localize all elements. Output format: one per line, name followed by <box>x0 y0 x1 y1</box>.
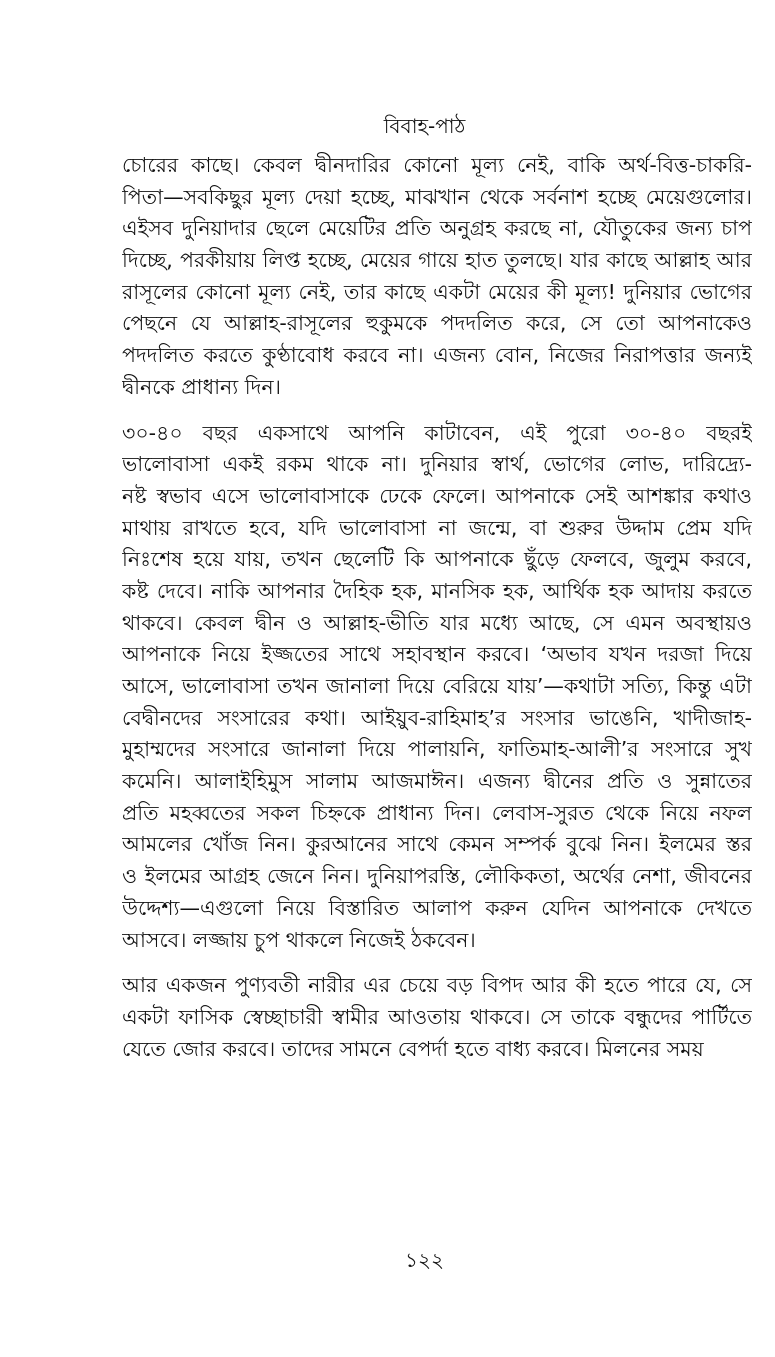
text-line: মাথায় রাখতে হবে, যদি ভালোবাসা না জন্মে, বা শুরুর উদ্দাম প্রেম যদি <box>122 515 752 540</box>
page-number: ১২২ <box>405 1248 444 1272</box>
text-line: নষ্ট স্বভাব এসে ভালোবাসাকে ঢেকে ফেলে। আপনাকে সেই আশঙ্কার কথাও <box>122 483 752 508</box>
running-header-title: বিবাহ-পাঠ <box>383 114 466 138</box>
text-line: ভালোবাসা একই রকম থাকে না। দুনিয়ার স্বার্থ, ভোগের লোভ, দারিদ্র্যে- <box>122 452 752 477</box>
paragraph <box>122 970 752 1065</box>
text-line: থাকবে। কেবল দ্বীন ও আল্লাহ-ভীতি যার মধ্যে আছে, সে এমন অবস্থায়ও <box>122 610 752 635</box>
text-line: পিতা—সবকিছুর মূল্য দেয়া হচ্ছে, মাঝখান থেকে সর্বনাশ হচ্ছে মেয়েগুলোর। <box>122 184 752 209</box>
text-line: কষ্ট দেবে। নাকি আপনার দৈহিক হক, মানসিক হক, আর্থিক হক আদায় করতে <box>122 578 752 603</box>
text-line: নিঃশেষ হয়ে যায়, তখন ছেলেটি কি আপনাকে ছুঁড়ে ফেলবে, জুলুম করবে, <box>122 547 752 572</box>
text-line: যেতে জোর করবে। তাদের সামনে বেপর্দা হতে বাধ্য করবে। মিলনের সময় <box>122 1036 704 1061</box>
paragraph <box>122 418 752 957</box>
body-text <box>122 150 752 1079</box>
text-line: উদ্দেশ্য—এগুলো নিয়ে বিস্তারিত আলাপ করুন যেদিন আপনাকে দেখতে <box>122 895 752 920</box>
text-line: ৩০-৪০ বছর একসাথে আপনি কাটাবেন, এই পুরো ৩০-৪০ বছরই <box>122 420 752 445</box>
text-line: আর একজন পুণ্যবতী নারীর এর চেয়ে বড় বিপদ আর কী হতে পারে যে, সে <box>122 973 752 998</box>
text-line: আপনাকে নিয়ে ইজ্জতের সাথে সহাবস্থান করবে। ‘অভাব যখন দরজা দিয়ে <box>122 642 752 667</box>
text-line: একটা ফাসিক স্বেচ্ছাচারী স্বামীর আওতায় থাকবে। সে তাকে বন্ধুদের পার্টিতে <box>122 1004 752 1029</box>
text-line: পেছনে যে আল্লাহ-রাসূলের হুকুমকে পদদলিত করে, সে তো আপনাকেও <box>122 311 752 336</box>
text-line: মুহাম্মদের সংসারে জানালা দিয়ে পালায়নি, ফাতিমাহ-আলী’র সংসারে সুখ <box>122 737 752 762</box>
text-line: আসবে। লজ্জায় চুপ থাকলে নিজেই ঠকবেন। <box>122 927 476 952</box>
text-line: রাসূলের কোনো মূল্য নেই, তার কাছে একটা মেয়ের কী মূল্য! দুনিয়ার ভোগের <box>122 279 752 304</box>
text-line: পদদলিত করতে কুণ্ঠাবোধ করবে না। এজন্য বোন, নিজের নিরাপত্তার জন্যই <box>122 343 752 368</box>
text-line: বেদ্বীনদের সংসারের কথা। আইয়ুব-রাহিমাহ’র সংসার ভাঙেনি, খাদীজাহ- <box>122 705 752 730</box>
text-line: কমেনি। আলাইহিমুস সালাম আজমাঈন। এজন্য দ্বীনের প্রতি ও সুন্নাতের <box>122 769 752 794</box>
text-line: এইসব দুনিয়াদার ছেলে মেয়েটির প্রতি অনুগ্রহ করছে না, যৌতুকের জন্য চাপ <box>122 216 752 241</box>
text-line: ও ইলমের আগ্রহ জেনে নিন। দুনিয়াপরস্তি, লৌকিকতা, অর্থের নেশা, জীবনের <box>122 864 752 889</box>
text-line: প্রতি মহব্বতের সকল চিহ্নকে প্রাধান্য দিন। লেবাস-সুরত থেকে নিয়ে নফল <box>122 800 752 825</box>
text-line: আমলের খোঁজ নিন। কুরআনের সাথে কেমন সম্পর্ক বুঝে নিন। ইলমের স্তর <box>122 832 752 857</box>
text-line: দ্বীনকে প্রাধান্য দিন। <box>122 374 281 399</box>
text-line: আসে, ভালোবাসা তখন জানালা দিয়ে বেরিয়ে যায়’—কথাটা সত্যি, কিন্তু এটা <box>122 674 752 698</box>
text-line: দিচ্ছে, পরকীয়ায় লিপ্ত হচ্ছে, মেয়ের গায়ে হাত তুলছে। যার কাছে আল্লাহ আর <box>122 248 752 273</box>
text-line: চোরের কাছে। কেবল দ্বীনদারির কোনো মূল্য নেই, বাকি অর্থ-বিত্ত-চাকরি- <box>122 153 752 177</box>
paragraph <box>122 150 752 404</box>
